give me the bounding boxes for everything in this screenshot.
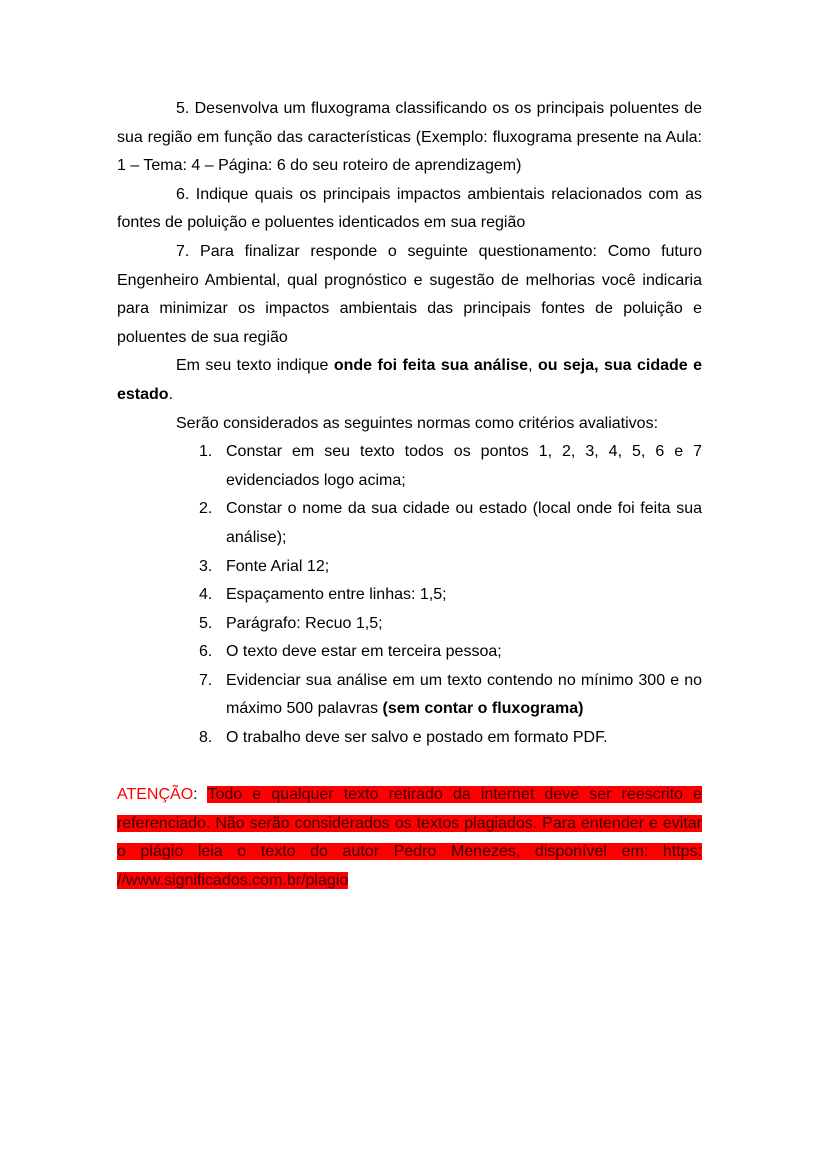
analysis-location-instruction: [117, 352, 702, 409]
criteria-item-text: O trabalho deve ser salvo e postado em formato PDF.: [226, 729, 608, 747]
criteria-item-text: Espaçamento entre linhas: 1,5;: [226, 586, 447, 604]
attention-notice: [117, 781, 702, 895]
document-page: [117, 95, 702, 896]
criteria-item: [199, 667, 702, 724]
criteria-item-number: 8.: [199, 729, 213, 747]
attention-colon: :: [193, 786, 208, 804]
criteria-item-text: Constar o nome da sua cidade ou estado (local onde foi feita sua análise);: [226, 500, 702, 546]
criteria-item-text: Fonte Arial 12;: [226, 557, 330, 575]
criteria-item: [199, 724, 702, 753]
criteria-item-text: Evidenciar sua análise em um texto contendo no mínimo 300 e no máximo 500 palavras: [226, 671, 702, 718]
criteria-intro: Serão considerados as seguintes normas como critérios avaliativos:: [176, 414, 659, 432]
criteria-item-number: 7.: [199, 671, 213, 689]
instruction-bold-where: onde foi feita sua análise: [333, 357, 529, 375]
criteria-item: [199, 610, 702, 639]
attention-highlighted-text: Todo e qualquer texto retirado da internet deve ser reescrito e referenciado. Não serão considerados os textos plagiados. Para entender e evitar o plágio leia o texto do autor Pedro Menezes, disponível em: https: //www.significados.com.br/plagio: [117, 786, 702, 890]
criteria-item-number: 4.: [199, 586, 213, 604]
criteria-item-bold-note: (sem contar o fluxograma): [382, 700, 584, 718]
criteria-item-text: Parágrafo: Recuo 1,5;: [226, 614, 383, 632]
criteria-item-text: Constar em seu texto todos os pontos 1, 2, 3, 4, 5, 6 e 7 evidenciados logo acima;: [226, 443, 702, 489]
paragraph-item-6: 6. Indique quais os principais impactos ambientais relacionados com as fontes de poluição e poluentes identicados em sua região: [117, 185, 702, 232]
criteria-item: [199, 495, 702, 552]
instruction-prefix: Em seu texto indique: [176, 357, 334, 375]
criteria-item-text: O texto deve estar em terceira pessoa;: [226, 643, 502, 661]
paragraph-item-7: 7. Para finalizar responde o seguinte questionamento: Como futuro Engenheiro Ambiental, qual prognóstico e sugestão de melhorias você indicaria para minimizar os impactos ambientais das principais fontes de poluição e poluentes de sua região: [117, 242, 702, 346]
instruction-suffix: .: [168, 385, 174, 403]
criteria-item-number: 2.: [199, 500, 213, 518]
criteria-item-number: 1.: [199, 443, 213, 461]
instruction-comma: ,: [528, 357, 538, 375]
spacer: [117, 753, 702, 782]
criteria-item: [199, 581, 702, 610]
attention-label: ATENÇÃO: [117, 786, 194, 804]
criteria-item-number: 3.: [199, 557, 213, 575]
instruction-bold-city-state: ou seja, sua cidade e estado: [117, 357, 703, 403]
criteria-item: [199, 638, 702, 667]
criteria-item: [199, 553, 702, 582]
criteria-item-number: 5.: [199, 614, 213, 632]
criteria-list: [117, 438, 702, 753]
criteria-item-number: 6.: [199, 643, 213, 661]
paragraph-item-5: 5. Desenvolva um fluxograma classificando os os principais poluentes de sua região em função das características (Exemplo: fluxograma presente na Aula: 1 – Tema: 4 – Página: 6 do seu roteiro de aprendizagem): [117, 100, 702, 175]
criteria-item: [199, 438, 702, 495]
